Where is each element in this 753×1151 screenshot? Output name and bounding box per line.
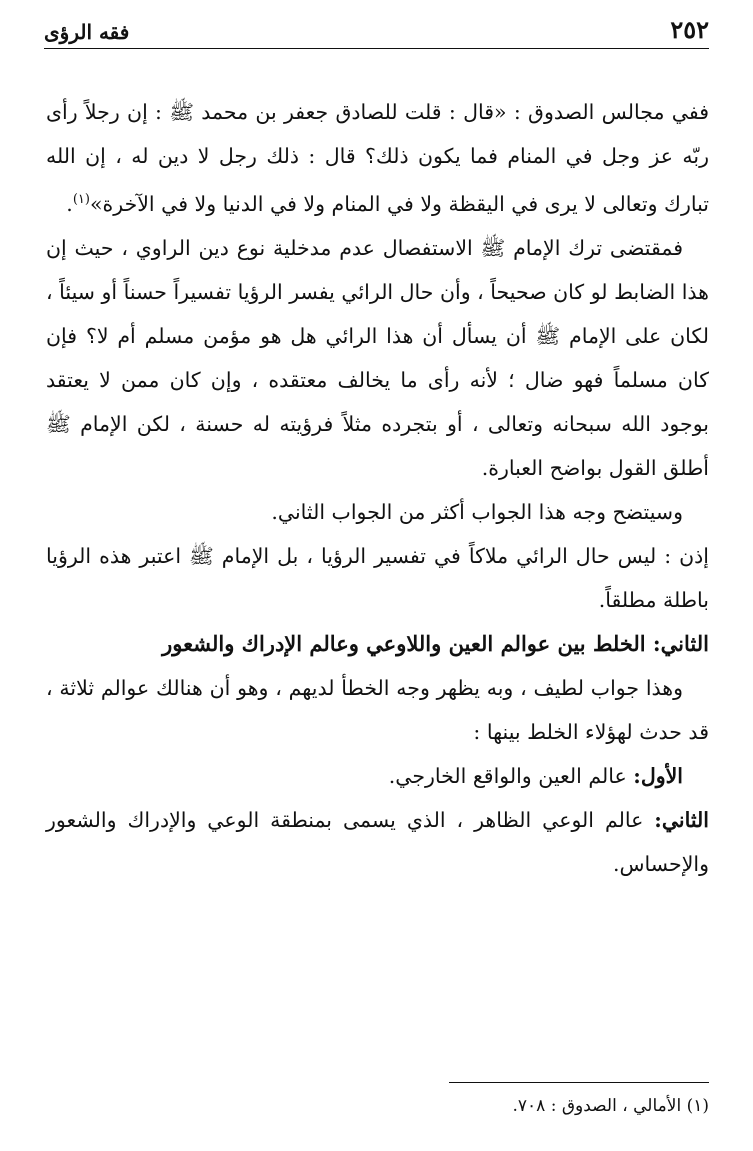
page-body xyxy=(46,90,709,886)
footnote: (١) الأمالي ، الصدوق : ٧٠٨. xyxy=(512,1096,709,1116)
list-item-first-text: عالم العين والواقع الخارجي. xyxy=(388,763,634,788)
paragraph-hadith-end: . xyxy=(66,191,73,216)
paragraph-conclusion: إذن : ليس حال الرائي ملاكاً في تفسير الرؤيا ، بل الإمام ﷺ اعتبر هذه الرؤيا باطلة مطلقاً. xyxy=(46,543,709,612)
page-header xyxy=(44,14,709,49)
paragraph-three-worlds: وهذا جواب لطيف ، وبه يظهر وجه الخطأ لديهم ، وهو أن هنالك عوالم ثلاثة ، قد حدث لهؤلاء الخلط بينها : xyxy=(46,675,709,744)
footnote-ref: (١) xyxy=(72,192,90,207)
section-heading: الثاني: الخلط بين عوالم العين واللاوعي وعالم الإدراك والشعور xyxy=(162,630,709,656)
list-item-second xyxy=(46,798,709,886)
paragraph-analysis: فمقتضى ترك الإمام ﷺ الاستفصال عدم مدخلية نوع دين الراوي ، حيث إن هذا الضابط لو كان صحيحاً ، وأن حال الرائي يفسر الرؤيا تفسيراً حسناً أو سيئاً ، لكان على الإمام ﷺ أن يسأل أن هذا الرائي هل هو مؤمن مسلم أم لا؟ فإن كان مسلماً فهو ضال ؛ لأنه رأى ما يخالف معتقده ، وإن كان ممن لا يعتقد بوجود الله سبحانه وتعالى ، أو بتجرده مثلاً فرؤيته له حسنة ، لكن الإمام ﷺ أطلق القول بواضح العبارة. xyxy=(46,235,709,480)
footnote-divider xyxy=(449,1082,709,1083)
running-title: فقه الرؤى xyxy=(44,20,130,44)
list-item-first xyxy=(46,754,709,798)
list-item-first-lead: الأول: xyxy=(633,763,683,788)
paragraph-second-answer-note: وسيتضح وجه هذا الجواب أكثر من الجواب الثاني. xyxy=(271,499,683,524)
paragraph-hadith-text: ففي مجالس الصدوق : «قال : قلت للصادق جعفر بن محمد ﷺ : إن رجلاً رأى ربّه عز وجل في المنام فما يكون ذلك؟ قال : ذلك رجل لا دين له ، إن الله تبارك وتعالى لا يرى في اليقظة ولا في المنام ولا في الدنيا ولا في الآخرة» xyxy=(46,100,709,216)
list-item-second-text: عالم الوعي الظاهر ، الذي يسمى بمنطقة الوعي والإدراك والشعور والإحساس. xyxy=(46,807,709,876)
list-item-second-lead: الثاني: xyxy=(654,807,709,832)
paragraph-hadith xyxy=(46,90,709,226)
page-number: ٢٥٢ xyxy=(670,15,709,44)
